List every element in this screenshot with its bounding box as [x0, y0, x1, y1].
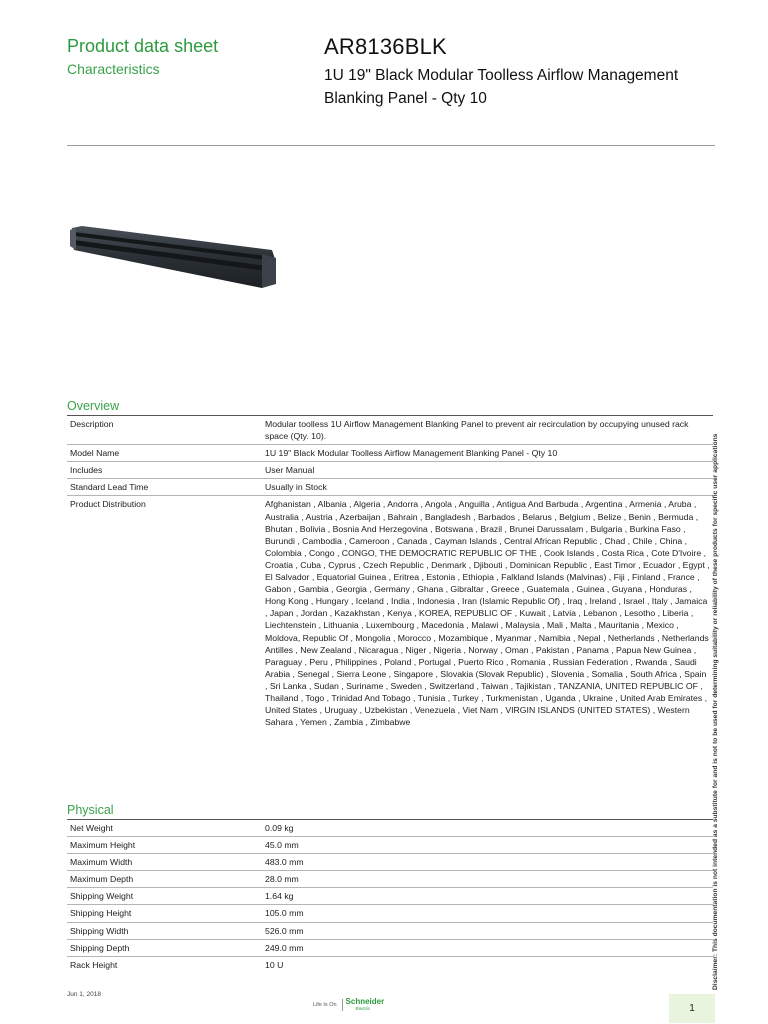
spec-label: Description: [67, 416, 259, 445]
spec-value: User Manual: [259, 462, 713, 479]
spec-row: [67, 462, 713, 479]
spec-value: 1.64 kg: [259, 888, 713, 905]
logo-brand: Schneider: [345, 997, 385, 1006]
logo-divider: [342, 999, 343, 1011]
footer-date: Jun 1, 2018: [67, 991, 101, 998]
spec-value: Usually in Stock: [259, 479, 713, 496]
page-number: 1: [689, 1003, 695, 1014]
spec-label: Shipping Width: [67, 922, 259, 939]
spec-value: 0.09 kg: [259, 820, 713, 837]
logo-wordmark: [346, 998, 385, 1012]
spec-label: Shipping Weight: [67, 888, 259, 905]
spec-label: Shipping Depth: [67, 939, 259, 956]
spec-value: 10 U: [259, 956, 713, 973]
page-number-box: [669, 994, 715, 1023]
product-title: 1U 19" Black Modular Toolless Airflow Management Blanking Panel - Qty 10: [324, 67, 679, 107]
spec-row: [67, 416, 713, 445]
spec-value: 45.0 mm: [259, 837, 713, 854]
spec-row: [67, 854, 713, 871]
spec-label: Includes: [67, 462, 259, 479]
spec-row: [67, 837, 713, 854]
spec-label: Shipping Height: [67, 905, 259, 922]
spec-value: 249.0 mm: [259, 939, 713, 956]
spec-label: Standard Lead Time: [67, 479, 259, 496]
spec-row: [67, 956, 713, 973]
spec-value: 483.0 mm: [259, 854, 713, 871]
spec-value: 28.0 mm: [259, 871, 713, 888]
spec-row: [67, 820, 713, 837]
spec-label: Model Name: [67, 445, 259, 462]
product-image: [66, 218, 280, 290]
spec-row: [67, 939, 713, 956]
physical-table: [67, 819, 713, 973]
brand-logo: [313, 997, 384, 1013]
product-code: AR8136BLK: [324, 34, 447, 59]
logo-tagline: Life Is On: [313, 1002, 337, 1008]
doc-subtitle: Characteristics: [67, 61, 160, 77]
spec-row: [67, 905, 713, 922]
spec-value: 1U 19" Black Modular Toolless Airflow Management Blanking Panel - Qty 10: [259, 445, 713, 462]
spec-row: [67, 445, 713, 462]
spec-label: Net Weight: [67, 820, 259, 837]
spec-label: Product Distribution: [67, 496, 259, 730]
section-title-physical: Physical: [67, 803, 114, 817]
spec-label: Maximum Width: [67, 854, 259, 871]
doc-type-title: Product data sheet: [67, 36, 219, 56]
spec-label: Maximum Height: [67, 837, 259, 854]
side-disclaimer: Disclaimer: This documentation is not intended as a substitute for and is not to be used for determining suitability or reliability of these products for specific user applications: [712, 433, 719, 990]
spec-value: Modular toolless 1U Airflow Management Blanking Panel to prevent air recirculation by occupying unused rack space (Qty. 10).: [259, 416, 713, 445]
spec-row: [67, 479, 713, 496]
spec-row: [67, 871, 713, 888]
header-divider: [67, 145, 715, 146]
spec-row: [67, 922, 713, 939]
spec-value: Afghanistan , Albania , Algeria , Andorra , Angola , Anguilla , Antigua And Barbuda , Argentina , Armenia , Aruba , Australia , Austria , Azerbaijan , Bahrain , Bangladesh , Barbados , Belarus , Belgium , Belize , Benin , Bermuda , Bhutan , Bolivia , Bosnia And Herzegovina , Botswana , Brazil , Brunei Darussalam , Bulgaria , Burkina Faso , Burundi , Cambodia , Cameroon , Canada , Cayman Islands , Central African Republic , Chad , Chile , China , Colombia , Congo , CONGO, THE DEMOCRATIC REPUBLIC OF THE , Cook Islands , Costa Rica , Cote D'Ivoire , Croatia , Cuba , Cyprus , Czech Republic , Denmark , Djibouti , Dominican Republic , East Timor , Ecuador , Egypt , El Salvador , Equatorial Guinea , Eritrea , Estonia , Ethiopia , Falkland Islands (Malvinas) , Fiji , Finland , France , Gabon , Gambia , Georgia , Germany , Ghana , Gibraltar , Greece , Guatemala , Guinea , Guyana , Honduras , Hong Kong , Hungary , Iceland , India , Indonesia , Iran (Islamic Republic Of) , Iraq , Ireland , Israel , Italy , Jamaica , Japan , Jordan , Kazakhstan , Kenya , KOREA, REPUBLIC OF , Kuwait , Latvia , Lebanon , Lesotho , Liberia , Liechtenstein , Lithuania , Luxembourg , Macedonia , Malawi , Malaysia , Mali , Malta , Mauritania , Mexico , Moldova, Republic Of , Mongolia , Morocco , Mozambique , Myanmar , Namibia , Nepal , Netherlands , Netherlands Antilles , New Zealand , Nicaragua , Niger , Nigeria , Norway , Oman , Pakistan , Panama , Papua New Guinea , Paraguay , Peru , Philippines , Poland , Portugal , Puerto Rico , Romania , Russian Federation , Rwanda , Saudi Arabia , Senegal , Sierra Leone , Singapore , Slovakia (Slovak Republic) , Slovenia , Somalia , South Africa , Spain , Sri Lanka , Sudan , Suriname , Sweden , Switzerland , Taiwan , Tajikistan , TANZANIA, UNITED REPUBLIC OF , Thailand , Togo , Trinidad And Tobago , Tunisia , Turkey , Turkmenistan , Uganda , Ukraine , United Arab Emirates , United States , Uruguay , Uzbekistan , Venezuela , Viet Nam , VIRGIN ISLANDS (UNITED STATES) , Western Sahara , Yemen , Zambia , Zimbabwe: [259, 496, 713, 730]
overview-table: [67, 415, 713, 730]
section-title-overview: Overview: [67, 399, 120, 413]
logo-brand-sub: Electric: [355, 1006, 371, 1011]
spec-value: 526.0 mm: [259, 922, 713, 939]
spec-label: Rack Height: [67, 956, 259, 973]
spec-label: Maximum Depth: [67, 871, 259, 888]
spec-row: [67, 888, 713, 905]
spec-value: 105.0 mm: [259, 905, 713, 922]
spec-row: [67, 496, 713, 730]
